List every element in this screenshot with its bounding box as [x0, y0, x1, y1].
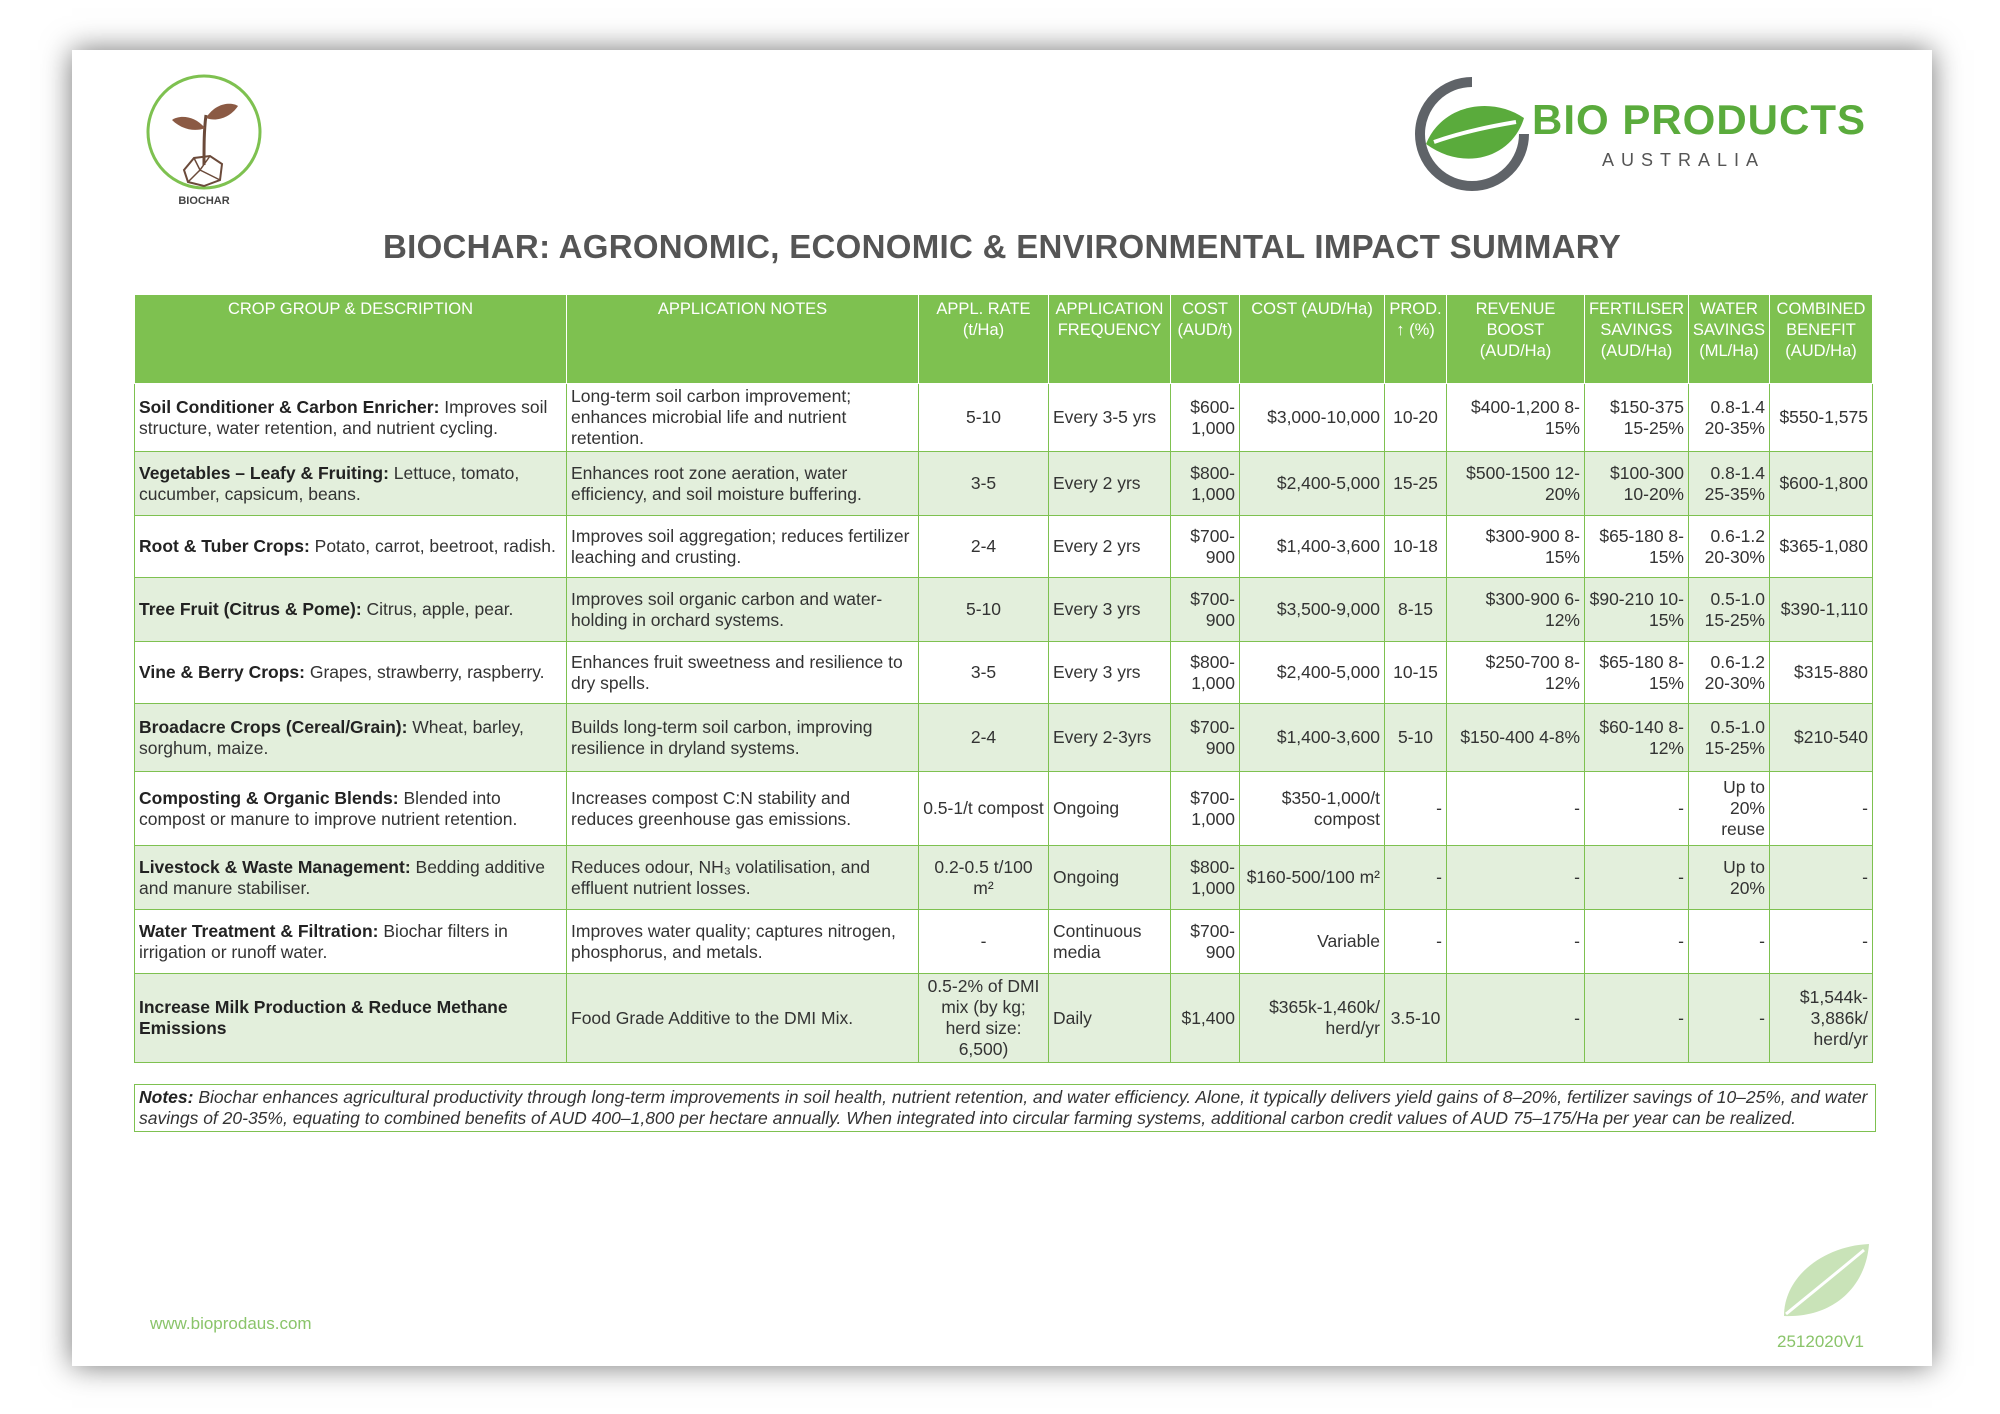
header-prod: PROD. ↑ (%) — [1385, 295, 1447, 384]
crop-cell — [135, 642, 567, 704]
revenue-cell: $150-400 4-8% — [1447, 704, 1585, 772]
water-cell: 0.5-1.0 15-25% — [1689, 704, 1770, 772]
revenue-cell: $300-900 8-15% — [1447, 516, 1585, 578]
prod-cell: - — [1385, 772, 1447, 846]
frequency-cell: Daily — [1049, 974, 1171, 1063]
notes-cell: Reduces odour, NH₃ volatilisation, and effluent nutrient losses. — [567, 846, 919, 910]
notes-cell: Improves water quality; captures nitrogen, phosphorus, and metals. — [567, 910, 919, 974]
crop-description: Bedding additive and manure stabiliser. — [139, 856, 545, 898]
prod-cell: 5-10 — [1385, 704, 1447, 772]
fertiliser-cell: $65-180 8-15% — [1585, 642, 1689, 704]
revenue-cell: $500-1500 12-20% — [1447, 452, 1585, 516]
notes-cell: Enhances fruit sweetness and resilience to dry spells. — [567, 642, 919, 704]
crop-name: Water Treatment & Filtration: — [139, 920, 379, 941]
revenue-cell: - — [1447, 772, 1585, 846]
crop-cell — [135, 516, 567, 578]
fertiliser-cell: $100-300 10-20% — [1585, 452, 1689, 516]
cost-t-cell: $700-900 — [1171, 578, 1240, 642]
combined-cell: $210-540 — [1770, 704, 1873, 772]
notes-cell: Enhances root zone aeration, water efficiency, and soil moisture buffering. — [567, 452, 919, 516]
combined-cell: $1,544k-3,886k/ herd/yr — [1770, 974, 1873, 1063]
prod-cell: 15-25 — [1385, 452, 1447, 516]
water-cell: Up to 20% — [1689, 846, 1770, 910]
crop-name: Increase Milk Production & Reduce Methane Emissions — [139, 997, 508, 1038]
cost-ha-cell: $3,500-9,000 — [1240, 578, 1385, 642]
table-row — [135, 384, 1873, 452]
rate-cell: 0.5-2% of DMI mix (by kg; herd size: 6,500) — [919, 974, 1049, 1063]
notes-cell: Food Grade Additive to the DMI Mix. — [567, 974, 919, 1063]
table-row — [135, 704, 1873, 772]
crop-name: Tree Fruit (Citrus & Pome): — [139, 599, 362, 619]
fertiliser-cell: - — [1585, 846, 1689, 910]
water-cell: - — [1689, 910, 1770, 974]
cost-t-cell: $800-1,000 — [1171, 452, 1240, 516]
crop-name: Root & Tuber Crops: — [139, 536, 310, 556]
notes-cell: Increases compost C:N stability and reduces greenhouse gas emissions. — [567, 772, 919, 846]
header-application-notes: APPLICATION NOTES — [567, 295, 919, 384]
table-row — [135, 516, 1873, 578]
crop-description: Citrus, apple, pear. — [361, 599, 514, 619]
cost-ha-cell: $1,400-3,600 — [1240, 516, 1385, 578]
cost-ha-cell: $365k-1,460k/ herd/yr — [1240, 974, 1385, 1063]
frequency-cell: Every 3 yrs — [1049, 578, 1171, 642]
brand-name: BIO PRODUCTS — [1532, 96, 1867, 143]
revenue-cell: - — [1447, 974, 1585, 1063]
prod-cell: 10-15 — [1385, 642, 1447, 704]
frequency-cell: Every 2 yrs — [1049, 452, 1171, 516]
header-revenue-boost: REVENUE BOOST (AUD/Ha) — [1447, 295, 1585, 384]
crop-cell — [135, 578, 567, 642]
table-row — [135, 772, 1873, 846]
impact-summary-table — [134, 294, 1873, 1063]
header-fertiliser-savings: FERTILISER SAVINGS (AUD/Ha) — [1585, 295, 1689, 384]
combined-cell: - — [1770, 772, 1873, 846]
water-cell: Up to 20% reuse — [1689, 772, 1770, 846]
notes-cell: Builds long-term soil carbon, improving resilience in dryland systems. — [567, 704, 919, 772]
notes-cell: Improves soil organic carbon and water-holding in orchard systems. — [567, 578, 919, 642]
cost-ha-cell: $2,400-5,000 — [1240, 642, 1385, 704]
notes-box — [134, 1084, 1876, 1132]
crop-description: Grapes, strawberry, raspberry. — [304, 662, 545, 682]
prod-cell: 10-18 — [1385, 516, 1447, 578]
crop-name: Vegetables – Leafy & Fruiting: — [139, 462, 389, 483]
cost-ha-cell: $3,000-10,000 — [1240, 384, 1385, 452]
water-cell: 0.6-1.2 20-30% — [1689, 642, 1770, 704]
notes-label: Notes: — [139, 1087, 194, 1107]
table-row — [135, 642, 1873, 704]
leaf-icon — [1774, 1236, 1874, 1326]
cost-t-cell: $600-1,000 — [1171, 384, 1240, 452]
fertiliser-cell: - — [1585, 910, 1689, 974]
notes-cell: Long-term soil carbon improvement; enhances microbial life and nutrient retention. — [567, 384, 919, 452]
cost-t-cell: $800-1,000 — [1171, 846, 1240, 910]
cost-t-cell: $800-1,000 — [1171, 642, 1240, 704]
rate-cell: 5-10 — [919, 384, 1049, 452]
cost-t-cell: $700-900 — [1171, 516, 1240, 578]
revenue-cell: $300-900 6-12% — [1447, 578, 1585, 642]
fertiliser-cell: $65-180 8-15% — [1585, 516, 1689, 578]
header-water-savings: WATER SAVINGS (ML/Ha) — [1689, 295, 1770, 384]
crop-name: Composting & Organic Blends: — [139, 787, 399, 808]
crop-name: Vine & Berry Crops: — [139, 662, 305, 682]
cost-ha-cell: $160-500/100 m² — [1240, 846, 1385, 910]
bio-products-logo — [1412, 74, 1872, 194]
combined-cell: $600-1,800 — [1770, 452, 1873, 516]
header-application-frequency: APPLICATION FREQUENCY — [1049, 295, 1171, 384]
table-row — [135, 974, 1873, 1063]
rate-cell: 3-5 — [919, 452, 1049, 516]
crop-description: Biochar filters in irrigation or runoff water. — [139, 920, 508, 962]
biochar-logo — [134, 70, 274, 210]
crop-cell — [135, 974, 567, 1063]
table-row — [135, 846, 1873, 910]
frequency-cell: Every 3 yrs — [1049, 642, 1171, 704]
revenue-cell: - — [1447, 846, 1585, 910]
revenue-cell: $400-1,200 8-15% — [1447, 384, 1585, 452]
header-appl-rate: APPL. RATE (t/Ha) — [919, 295, 1049, 384]
fertiliser-cell: $60-140 8-12% — [1585, 704, 1689, 772]
cost-ha-cell: $1,400-3,600 — [1240, 704, 1385, 772]
rate-cell: 0.2-0.5 t/100 m² — [919, 846, 1049, 910]
table-row — [135, 452, 1873, 516]
version-code: 2512020V1 — [1777, 1332, 1864, 1351]
page-title: BIOCHAR: AGRONOMIC, ECONOMIC & ENVIRONMENTAL IMPACT SUMMARY — [382, 228, 1622, 265]
crop-description: Blended into compost or manure to improve nutrient retention. — [139, 787, 518, 829]
leaf-circle-icon — [1412, 74, 1532, 194]
combined-cell: $390-1,110 — [1770, 578, 1873, 642]
crop-name: Livestock & Waste Management: — [139, 856, 411, 877]
crop-cell — [135, 452, 567, 516]
prod-cell: 10-20 — [1385, 384, 1447, 452]
crop-cell — [135, 910, 567, 974]
header-cost-aud-t: COST (AUD/t) — [1171, 295, 1240, 384]
crop-cell — [135, 846, 567, 910]
frequency-cell: Ongoing — [1049, 772, 1171, 846]
table-row — [135, 910, 1873, 974]
combined-cell: $550-1,575 — [1770, 384, 1873, 452]
rate-cell: - — [919, 910, 1049, 974]
cost-ha-cell: Variable — [1240, 910, 1385, 974]
document-page — [72, 50, 1932, 1366]
crop-cell — [135, 384, 567, 452]
frequency-cell: Every 3-5 yrs — [1049, 384, 1171, 452]
brand-subtitle: AUSTRALIA — [1602, 150, 1766, 170]
table-row — [135, 578, 1873, 642]
table-header-row — [135, 295, 1873, 384]
prod-cell: 8-15 — [1385, 578, 1447, 642]
rate-cell: 0.5-1/t compost — [919, 772, 1049, 846]
header-cost-aud-ha: COST (AUD/Ha) — [1240, 295, 1385, 384]
revenue-cell: - — [1447, 910, 1585, 974]
notes-cell: Improves soil aggregation; reduces fertilizer leaching and crusting. — [567, 516, 919, 578]
combined-cell: - — [1770, 910, 1873, 974]
crop-cell — [135, 772, 567, 846]
fertiliser-cell: $90-210 10-15% — [1585, 578, 1689, 642]
header-crop-group: CROP GROUP & DESCRIPTION — [135, 295, 567, 384]
combined-cell: - — [1770, 846, 1873, 910]
cost-ha-cell: $2,400-5,000 — [1240, 452, 1385, 516]
prod-cell: - — [1385, 846, 1447, 910]
combined-cell: $315-880 — [1770, 642, 1873, 704]
frequency-cell: Continuous media — [1049, 910, 1171, 974]
header-combined-benefit: COMBINED BENEFIT (AUD/Ha) — [1770, 295, 1873, 384]
frequency-cell: Every 2-3yrs — [1049, 704, 1171, 772]
water-cell: - — [1689, 974, 1770, 1063]
cost-t-cell: $700-1,000 — [1171, 772, 1240, 846]
cost-t-cell: $700-900 — [1171, 704, 1240, 772]
crop-name: Broadacre Crops (Cereal/Grain): — [139, 716, 408, 737]
biochar-logo-text: BIOCHAR — [178, 195, 230, 207]
water-cell: 0.5-1.0 15-25% — [1689, 578, 1770, 642]
crop-description: Lettuce, tomato, cucumber, capsicum, beans. — [139, 462, 520, 504]
prod-cell: - — [1385, 910, 1447, 974]
cost-t-cell: $700-900 — [1171, 910, 1240, 974]
cost-ha-cell: $350-1,000/t compost — [1240, 772, 1385, 846]
revenue-cell: $250-700 8-12% — [1447, 642, 1585, 704]
prod-cell: 3.5-10 — [1385, 974, 1447, 1063]
cost-t-cell: $1,400 — [1171, 974, 1240, 1063]
fertiliser-cell: - — [1585, 772, 1689, 846]
frequency-cell: Every 2 yrs — [1049, 516, 1171, 578]
crop-name: Soil Conditioner & Carbon Enricher: — [139, 396, 440, 417]
crop-description: Improves soil structure, water retention, and nutrient cycling. — [139, 396, 548, 438]
website-link[interactable]: www.bioprodaus.com — [150, 1314, 312, 1333]
fertiliser-cell: $150-375 15-25% — [1585, 384, 1689, 452]
rate-cell: 2-4 — [919, 704, 1049, 772]
water-cell: 0.6-1.2 20-30% — [1689, 516, 1770, 578]
rate-cell: 3-5 — [919, 642, 1049, 704]
crop-description: Wheat, barley, sorghum, maize. — [139, 716, 524, 758]
fertiliser-cell: - — [1585, 974, 1689, 1063]
frequency-cell: Ongoing — [1049, 846, 1171, 910]
water-cell: 0.8-1.4 25-35% — [1689, 452, 1770, 516]
water-cell: 0.8-1.4 20-35% — [1689, 384, 1770, 452]
combined-cell: $365-1,080 — [1770, 516, 1873, 578]
rate-cell: 2-4 — [919, 516, 1049, 578]
notes-text: Biochar enhances agricultural productivity through long-term improvements in soil health, nutrient retention, and water efficiency. Alone, it typically delivers yield gains of 8–20%, fertilizer savings of 10–25%, and water savings of 20-35%, equating to combined benefits of AUD 400–1,800 per hectare annually. When integrated into circular farming systems, additional carbon credit values of AUD 75–175/Ha per year can be realized. — [139, 1087, 1868, 1128]
crop-cell — [135, 704, 567, 772]
crop-description: Potato, carrot, beetroot, radish. — [309, 536, 556, 556]
rate-cell: 5-10 — [919, 578, 1049, 642]
